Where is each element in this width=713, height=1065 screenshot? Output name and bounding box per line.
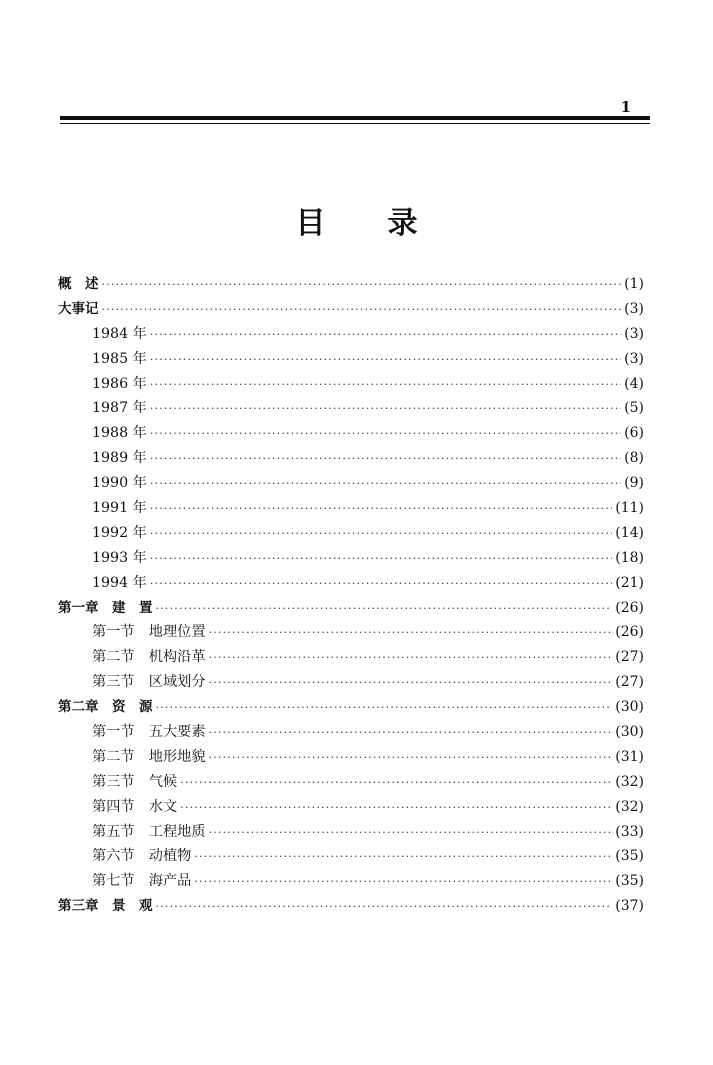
toc-leader-dots bbox=[209, 821, 613, 846]
header-rule-thin bbox=[60, 123, 650, 124]
toc-entry bbox=[58, 521, 644, 546]
toc-leader-dots bbox=[194, 845, 612, 870]
toc-entry bbox=[58, 347, 644, 372]
toc-entry bbox=[58, 645, 644, 670]
toc-entry bbox=[58, 770, 644, 795]
toc-entry-label: 大事记 bbox=[58, 300, 99, 317]
toc-leader-dots bbox=[156, 895, 613, 920]
toc-leader-dots bbox=[150, 522, 612, 547]
toc-entry-label: 1984 年 bbox=[92, 325, 147, 342]
toc-entry-page: (35) bbox=[615, 848, 644, 865]
toc-entry-page: (14) bbox=[615, 524, 644, 541]
toc-leader-dots bbox=[102, 298, 622, 323]
toc-entry-page: (21) bbox=[615, 574, 644, 591]
toc-leader-dots bbox=[156, 696, 613, 721]
page-number: 1 bbox=[620, 98, 631, 116]
toc-entry-page: (30) bbox=[615, 724, 644, 741]
toc-leader-dots bbox=[194, 870, 612, 895]
toc-entry bbox=[58, 670, 644, 695]
toc-entry-page: (6) bbox=[624, 425, 644, 442]
toc-entry-label: 第二章 资 源 bbox=[58, 699, 153, 716]
toc-entry-label: 1988 年 bbox=[92, 425, 147, 442]
toc-entry-page: (33) bbox=[615, 823, 644, 840]
toc-entry bbox=[58, 571, 644, 596]
toc-entry bbox=[58, 272, 644, 297]
toc-entry-label: 第一节 五大要素 bbox=[92, 724, 206, 741]
table-of-contents bbox=[58, 272, 644, 919]
toc-leader-dots bbox=[150, 472, 621, 497]
toc-entry-label: 1989 年 bbox=[92, 450, 147, 467]
header-rule-thick bbox=[60, 116, 650, 120]
toc-entry-label: 1985 年 bbox=[92, 350, 147, 367]
toc-entry-page: (9) bbox=[624, 475, 644, 492]
toc-entry-label: 第二节 地形地貌 bbox=[92, 748, 206, 765]
toc-leader-dots bbox=[150, 547, 612, 572]
toc-entry bbox=[58, 720, 644, 745]
toc-entry bbox=[58, 496, 644, 521]
toc-leader-dots bbox=[150, 497, 612, 522]
toc-entry bbox=[58, 869, 644, 894]
toc-entry bbox=[58, 596, 644, 621]
toc-entry-page: (30) bbox=[615, 699, 644, 716]
toc-entry bbox=[58, 421, 644, 446]
toc-entry-page: (3) bbox=[624, 300, 644, 317]
toc-entry bbox=[58, 894, 644, 919]
toc-entry-label: 1987 年 bbox=[92, 400, 147, 417]
toc-entry-page: (27) bbox=[615, 674, 644, 691]
toc-leader-dots bbox=[150, 422, 621, 447]
toc-entry bbox=[58, 546, 644, 571]
toc-entry bbox=[58, 795, 644, 820]
toc-entry bbox=[58, 620, 644, 645]
toc-leader-dots bbox=[150, 397, 621, 422]
toc-leader-dots bbox=[180, 771, 612, 796]
toc-entry-page: (18) bbox=[615, 549, 644, 566]
toc-entry bbox=[58, 820, 644, 845]
toc-entry-label: 第三章 景 观 bbox=[58, 898, 153, 915]
toc-entry-page: (26) bbox=[615, 624, 644, 641]
toc-entry-label: 1991 年 bbox=[92, 500, 147, 517]
toc-entry-label: 1993 年 bbox=[92, 549, 147, 566]
toc-entry-label: 第六节 动植物 bbox=[92, 848, 192, 865]
toc-entry-page: (1) bbox=[624, 276, 644, 292]
toc-leader-dots bbox=[150, 447, 621, 472]
toc-entry bbox=[58, 745, 644, 770]
toc-leader-dots bbox=[150, 373, 621, 398]
toc-leader-dots bbox=[150, 572, 612, 597]
toc-entry bbox=[58, 372, 644, 397]
toc-entry-label: 1986 年 bbox=[92, 375, 147, 392]
toc-entry-label: 第一节 地理位置 bbox=[92, 624, 206, 641]
toc-leader-dots bbox=[156, 597, 613, 622]
toc-entry-page: (5) bbox=[624, 400, 644, 417]
toc-entry-page: (37) bbox=[615, 898, 644, 915]
toc-entry-label: 1994 年 bbox=[92, 574, 147, 591]
toc-entry-page: (3) bbox=[624, 325, 644, 342]
toc-entry-page: (32) bbox=[615, 773, 644, 790]
toc-entry-page: (3) bbox=[624, 350, 644, 367]
page-title bbox=[0, 198, 713, 242]
toc-leader-dots bbox=[209, 721, 613, 746]
toc-entry-label: 第七节 海产品 bbox=[92, 873, 192, 890]
toc-entry-label: 第四节 水文 bbox=[92, 798, 178, 815]
toc-entry-page: (31) bbox=[615, 748, 644, 765]
title-char-2: 录 bbox=[387, 206, 418, 241]
toc-entry-page: (32) bbox=[615, 798, 644, 815]
toc-entry-page: (4) bbox=[624, 375, 644, 392]
toc-entry-label: 第三节 气候 bbox=[92, 773, 178, 790]
toc-leader-dots bbox=[209, 646, 613, 671]
toc-entry-page: (26) bbox=[615, 599, 644, 616]
toc-entry bbox=[58, 471, 644, 496]
toc-leader-dots bbox=[209, 621, 613, 646]
toc-entry-label: 第三节 区域划分 bbox=[92, 674, 206, 691]
toc-entry-page: (35) bbox=[615, 873, 644, 890]
toc-entry-label: 第二节 机构沿革 bbox=[92, 649, 206, 666]
toc-entry-page: (11) bbox=[615, 500, 644, 517]
toc-entry-label: 1990 年 bbox=[92, 475, 147, 492]
toc-entry bbox=[58, 396, 644, 421]
title-char-1: 目 bbox=[295, 206, 326, 241]
toc-leader-dots bbox=[102, 273, 622, 298]
toc-entry bbox=[58, 446, 644, 471]
toc-leader-dots bbox=[150, 323, 621, 348]
toc-entry-label: 1992 年 bbox=[92, 524, 147, 541]
toc-entry bbox=[58, 844, 644, 869]
toc-entry bbox=[58, 695, 644, 720]
toc-entry bbox=[58, 297, 644, 322]
toc-leader-dots bbox=[180, 796, 612, 821]
toc-entry bbox=[58, 322, 644, 347]
toc-entry-label: 第五节 工程地质 bbox=[92, 823, 206, 840]
toc-leader-dots bbox=[209, 746, 613, 771]
toc-leader-dots bbox=[209, 671, 613, 696]
toc-entry-label: 概 述 bbox=[58, 276, 99, 292]
toc-entry-page: (8) bbox=[624, 450, 644, 467]
toc-leader-dots bbox=[150, 348, 621, 373]
toc-entry-page: (27) bbox=[615, 649, 644, 666]
toc-entry-label: 第一章 建 置 bbox=[58, 599, 153, 616]
